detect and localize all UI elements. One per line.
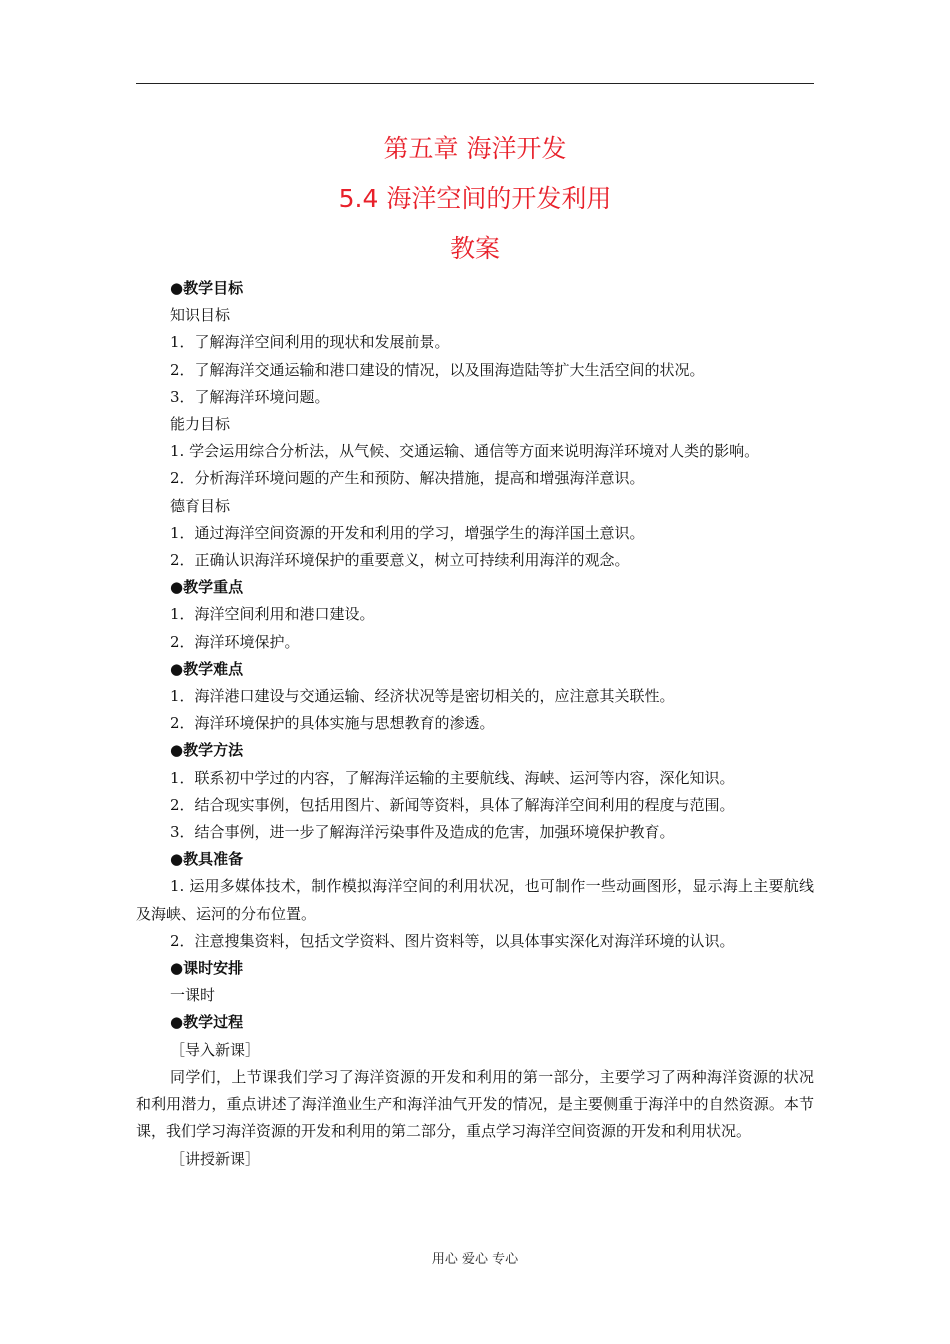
- section-title: 5.4 海洋空间的开发利用: [338, 184, 612, 213]
- list-item: 1．了解海洋空间利用的现状和发展前景。: [170, 333, 450, 352]
- list-item: 1. 运用多媒体技术，制作模拟海洋空间的利用状况，也可制作一些动画图形，显示海上主要航线及海峡、运河的分布位置。: [136, 877, 814, 923]
- difficulty-heading: ●教学难点: [170, 659, 244, 678]
- method-heading: ●教学方法: [170, 741, 244, 760]
- list-item: 1．通过海洋空间资源的开发和利用的学习，增强学生的海洋国土意识。: [170, 523, 645, 542]
- key-heading: ●教学重点: [170, 578, 244, 597]
- list-item: 2．海洋环境保护。: [170, 632, 300, 651]
- list-item: 2．注意搜集资料，包括文学资料、图片资料等，以具体事实深化对海洋环境的认识。: [170, 931, 735, 950]
- goals-heading: ●教学目标: [170, 279, 244, 297]
- schedule-text: 一课时: [170, 986, 216, 1005]
- chapter-title: 第五章 海洋开发: [383, 134, 567, 163]
- list-item: 3．了解海洋环境问题。: [170, 387, 330, 406]
- knowledge-label: 知识目标: [170, 306, 231, 325]
- document-body: [136, 275, 814, 1173]
- schedule-heading: ●课时安排: [170, 959, 244, 978]
- new-lesson-bracket: ［讲授新课］: [170, 1149, 261, 1168]
- list-item: 1. 学会运用综合分析法，从气候、交通运输、通信等方面来说明海洋环境对人类的影响。: [170, 442, 760, 461]
- list-item: 1．联系初中学过的内容，了解海洋运输的主要航线、海峡、运河等内容，深化知识。: [170, 768, 735, 787]
- intro-paragraph: 同学们，上节课我们学习了海洋资源的开发和利用的第一部分，主要学习了两种海洋资源的状况和利用潜力，重点讲述了海洋渔业生产和海洋油气开发的情况，是主要侧重于海洋中的自然资源。本节课，我们学习海洋资源的开发和利用的第二部分，重点学习海洋空间资源的开发和利用状况。: [136, 1067, 814, 1141]
- list-item: 2．正确认识海洋环境保护的重要意义，树立可持续利用海洋的观念。: [170, 551, 630, 570]
- intro-bracket: ［导入新课］: [170, 1040, 261, 1059]
- ability-label: 能力目标: [170, 415, 231, 434]
- list-item: 1．海洋港口建设与交通运输、经济状况等是密切相关的，应注意其关联性。: [170, 687, 675, 706]
- list-item: 2．海洋环境保护的具体实施与思想教育的渗透。: [170, 714, 495, 733]
- list-item: 2．了解海洋交通运输和港口建设的情况，以及围海造陆等扩大生活空间的状况。: [170, 360, 705, 379]
- process-heading: ●教学过程: [170, 1013, 244, 1032]
- page-footer: 用心 爱心 专心: [431, 1252, 519, 1267]
- list-item: 2．结合现实事例，包括用图片、新闻等资料，具体了解海洋空间利用的程度与范围。: [170, 795, 735, 814]
- list-item: 1．海洋空间利用和港口建设。: [170, 605, 375, 624]
- doc-type-title: 教案: [449, 234, 500, 263]
- tools-heading: ●教具准备: [170, 850, 244, 869]
- list-item: 3．结合事例，进一步了解海洋污染事件及造成的危害，加强环境保护教育。: [170, 823, 675, 842]
- moral-label: 德育目标: [170, 496, 231, 515]
- header-rule: [136, 83, 814, 84]
- list-item: 2．分析海洋环境问题的产生和预防、解决措施，提高和增强海洋意识。: [170, 469, 645, 488]
